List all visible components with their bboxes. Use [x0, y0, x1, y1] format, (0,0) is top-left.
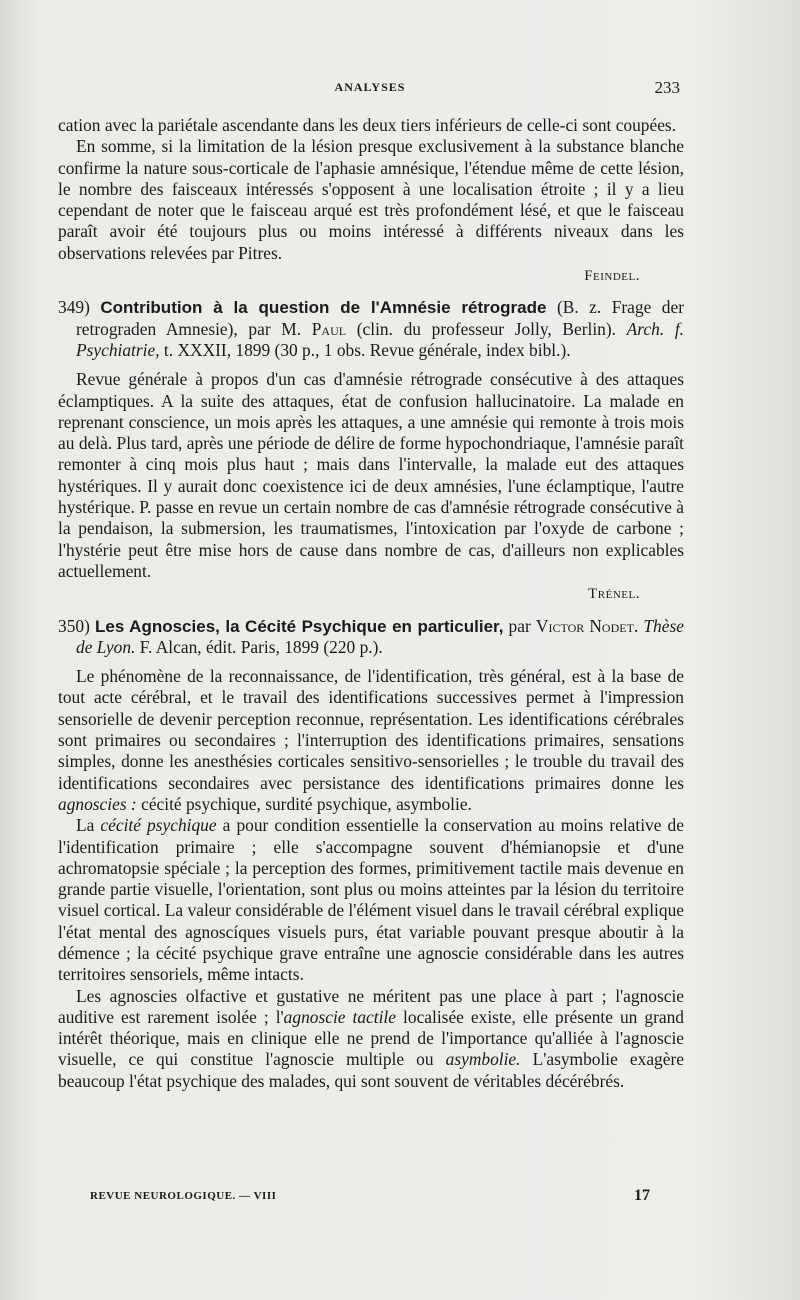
- paragraph-conclusion: En somme, si la limitation de la lésion presque exclusivement à la substance blanche confirme la nature sous-corticale de l'aphasie amnésique, l'étendue même de cette lésion, le nombre des faisceaux intéressés s'opposent à une localisation étroite ; il y a lieu cependant de noter que le faisceau arqué est très profondément lésé, et que le faisceau paraît avoir été toujours plus ou moins intéressé à différents niveaux dans les observations relevées par Pitres.: [58, 136, 684, 263]
- entry-title: Les Agnoscies, la Cécité Psychique en particulier,: [95, 616, 504, 636]
- paragraph-text: L'asymbolie exagère beaucoup l'état psychique des malades, qui sont souvent de véritables décérébrés.: [58, 1049, 684, 1091]
- entry-349-heading: [58, 297, 684, 361]
- entry-reference: t. XXXII, 1899 (30 p., 1 obs. Revue générale, index bibl.).: [163, 339, 571, 360]
- italic-term: agnoscie tactile: [283, 1006, 396, 1027]
- paragraph-continuation: cation avec la pariétale ascendante dans les deux tiers inférieurs de celle-ci sont coupées.: [58, 115, 677, 135]
- entry-author: Paul: [311, 318, 347, 339]
- entry-349-text: Revue générale à propos d'un cas d'amnésie rétrograde consécutive à des attaques éclamptiques. A la suite des attaques, état de confusion hallucinatoire. La malade en reprenant conscience, un mois après les attaques, a une amnésie qui remonte à trois mois au delà. Plus tard, après une période de délire de forme hypochondriaque, l'amnésie paraît remonter à cinq mois plus haut ; mais dans l'intervalle, la malade eut des attaques hystériques. Il y aurait donc coexistence ici de deux amnésies, l'une éclamptique, l'autre hystérique. P. passe en revue un certain nombre de cas d'amnésie rétrograde consécutive à la pendaison, la submersion, les traumatismes, l'intoxication par l'oxyde de carbone ; l'hystérie peut être mise hors de cause dans nombre de cas, d'ailleurs non explicables actuellement.: [58, 369, 684, 581]
- page-number: 233: [654, 78, 680, 97]
- entry-journal: Arch. f. Psychiatrie,: [76, 318, 685, 360]
- paragraph-text: a pour condition essentielle la conservation au moins relative de l'identification primaire ; elle s'accompagne souvent d'hémianopsie et d'une achromatopsie spéciale ; la perception des formes, primitivement tactile mais devenue en grande partie visuelle, l'orientation, sont plus ou moins atteintes par la lésion du territoire visuel cortical. La valeur considérable de l'élément visuel dans le travail cérébral explique l'état mental des agnoscíques visuels purs, état variable pouvant presque aboutir à la démence ; la cécité psychique grave entraîne une agnoscie considérable dans les autres territoires sensoriels, même intacts.: [58, 815, 684, 985]
- page-header: [60, 80, 680, 100]
- footer-journal: REVUE NEUROLOGIQUE. — VIII: [90, 1190, 277, 1202]
- body-text: [58, 115, 684, 1092]
- entry-350-heading: [58, 616, 684, 659]
- signature-trenel: Trénel.: [588, 586, 640, 603]
- italic-term: agnoscies :: [58, 793, 137, 814]
- entry-number: 349): [58, 297, 90, 318]
- paragraph-text: Les agnoscies olfactive et gustative ne méritent pas une place à part ; l'agnoscie auditive est rarement isolée ; l': [58, 985, 684, 1027]
- entry-author: Victor Nodet.: [535, 615, 639, 636]
- footer-signature-number: 17: [634, 1187, 650, 1204]
- paragraph-text: Le phénomène de la reconnaissance, de l'identification, très général, est à la base de tout acte cérébral, et le travail des identifications successives permet à l'impression sensorielle de devenir perception reconnue, représentation. Les identifications cérébrales sont primaires ou secondaires ; l'interruption des identifications primaires, sensations simples, donne les anesthésies corticales sensitivo-sensorielles ; le trouble du travail des identifications secondaires avec persistance des identifications primaires donne les: [58, 666, 684, 793]
- page-footer: [90, 1187, 650, 1210]
- signature-feindel: Feindel.: [584, 268, 640, 285]
- italic-term: asymbolie.: [445, 1049, 521, 1070]
- entry-thesis: Thèse de Lyon.: [76, 615, 684, 657]
- entry-number: 350): [58, 615, 90, 636]
- paragraph-text: cécité psychique, surdité psychique, asymbolie.: [141, 793, 472, 814]
- entry-350-paragraph-2: [58, 815, 684, 985]
- paragraph-text: localisée existe, elle présente un grand intérêt théorique, mais en clinique elle ne prend de l'importance qu'alliée à l'agnoscie visuelle, ce qui constitue l'agnoscie multiple ou: [58, 1006, 684, 1070]
- entry-350-paragraph-3: [58, 986, 684, 1092]
- paragraph-text: La: [76, 815, 95, 836]
- entry-reference: F. Alcan, édit. Paris, 1899 (220 p.).: [139, 636, 383, 657]
- entry-reference: par: [508, 615, 531, 636]
- entry-title: Contribution à la question de l'Amnésie rétrograde: [100, 298, 547, 318]
- entry-reference: (clin. du professeur Jolly, Berlin).: [356, 318, 617, 339]
- entry-350-paragraph-1: [58, 666, 684, 815]
- italic-term: cécité psychique: [100, 815, 217, 836]
- entry-reference: (B. z. Frage der retrograden Amnesie), par M.: [76, 297, 684, 339]
- running-head: ANALYSES: [334, 80, 406, 94]
